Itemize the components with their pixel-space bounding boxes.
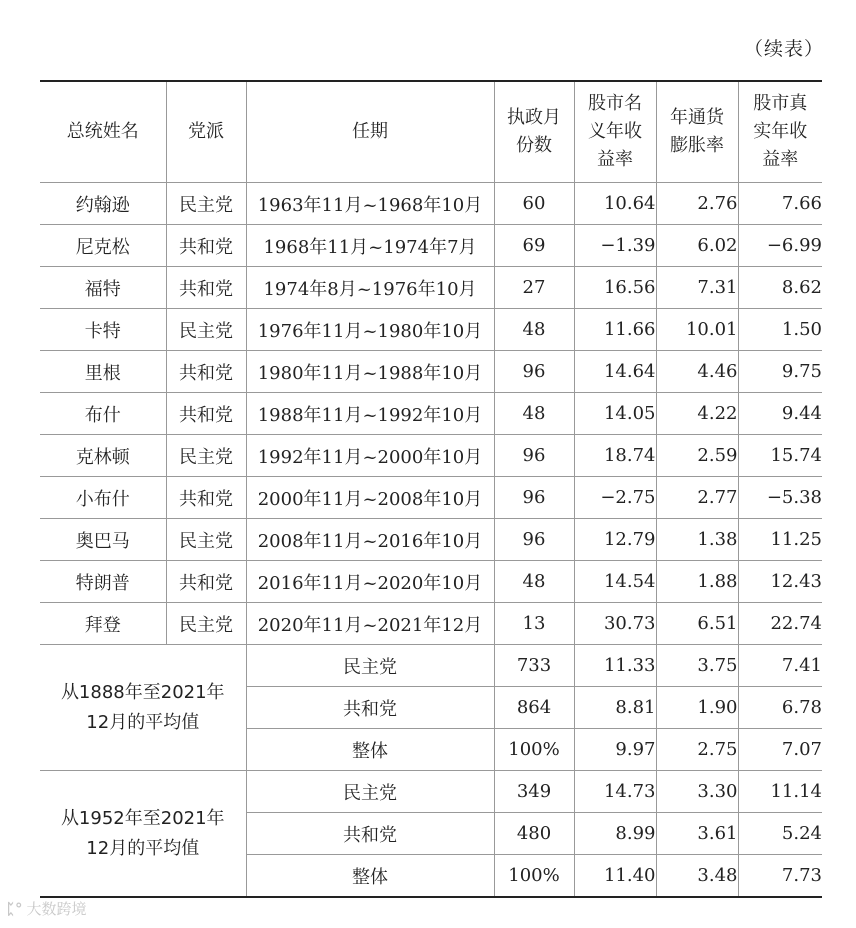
term: 1988年11月~1992年10月 — [246, 393, 494, 435]
party: 民主党 — [166, 603, 246, 645]
party: 共和党 — [166, 393, 246, 435]
president-name: 布什 — [40, 393, 166, 435]
nominal-return: 9.97 — [574, 729, 656, 771]
inflation: 1.90 — [656, 687, 738, 729]
continued-label: （续表） — [743, 38, 824, 60]
average-category: 共和党 — [246, 813, 494, 855]
table-row — [40, 561, 822, 603]
real-return: 5.24 — [738, 813, 822, 855]
months: 96 — [494, 435, 574, 477]
inflation: 3.48 — [656, 855, 738, 898]
header-nominal-return: 股市名义年收益率 — [574, 81, 656, 183]
party: 民主党 — [166, 183, 246, 225]
table-row — [40, 519, 822, 561]
president-name: 约翰逊 — [40, 183, 166, 225]
president-name: 克林顿 — [40, 435, 166, 477]
header-term: 任期 — [246, 81, 494, 183]
term: 1963年11月~1968年10月 — [246, 183, 494, 225]
nominal-return: 14.64 — [574, 351, 656, 393]
months: 100% — [494, 729, 574, 771]
table-row — [40, 183, 822, 225]
real-return: 11.14 — [738, 771, 822, 813]
nominal-return: 11.40 — [574, 855, 656, 898]
real-return: −5.38 — [738, 477, 822, 519]
header-row — [40, 81, 822, 183]
real-return: 6.78 — [738, 687, 822, 729]
term: 2000年11月~2008年10月 — [246, 477, 494, 519]
real-return: 7.66 — [738, 183, 822, 225]
nominal-return: 8.81 — [574, 687, 656, 729]
party: 共和党 — [166, 561, 246, 603]
real-return: 22.74 — [738, 603, 822, 645]
real-return: 8.62 — [738, 267, 822, 309]
header-inflation: 年通货膨胀率 — [656, 81, 738, 183]
party: 共和党 — [166, 267, 246, 309]
nominal-return: 30.73 — [574, 603, 656, 645]
header-months: 执政月份数 — [494, 81, 574, 183]
average-period-label — [40, 771, 246, 898]
months: 480 — [494, 813, 574, 855]
nominal-return: 16.56 — [574, 267, 656, 309]
term: 1992年11月~2000年10月 — [246, 435, 494, 477]
header-president-name: 总统姓名 — [40, 81, 166, 183]
months: 864 — [494, 687, 574, 729]
inflation: 3.30 — [656, 771, 738, 813]
real-return: 1.50 — [738, 309, 822, 351]
months: 349 — [494, 771, 574, 813]
president-name: 拜登 — [40, 603, 166, 645]
months: 27 — [494, 267, 574, 309]
table-row — [40, 267, 822, 309]
nominal-return: 11.33 — [574, 645, 656, 687]
president-name: 奥巴马 — [40, 519, 166, 561]
inflation: 3.61 — [656, 813, 738, 855]
president-name: 里根 — [40, 351, 166, 393]
inflation: 2.75 — [656, 729, 738, 771]
inflation: 2.76 — [656, 183, 738, 225]
average-period-line2: 12月的平均值 — [86, 711, 200, 733]
real-return: 9.75 — [738, 351, 822, 393]
months: 100% — [494, 855, 574, 898]
term: 2016年11月~2020年10月 — [246, 561, 494, 603]
president-name: 卡特 — [40, 309, 166, 351]
president-name: 小布什 — [40, 477, 166, 519]
nominal-return: 8.99 — [574, 813, 656, 855]
watermark-text: 大数跨境 — [26, 900, 87, 918]
average-row — [40, 645, 822, 687]
party: 民主党 — [166, 519, 246, 561]
months: 96 — [494, 351, 574, 393]
real-return: 7.41 — [738, 645, 822, 687]
real-return: 11.25 — [738, 519, 822, 561]
months: 13 — [494, 603, 574, 645]
inflation: 2.77 — [656, 477, 738, 519]
months: 733 — [494, 645, 574, 687]
real-return: 12.43 — [738, 561, 822, 603]
average-period-line1: 从1888年至2021年 — [60, 681, 225, 703]
months: 48 — [494, 309, 574, 351]
average-period-line1: 从1952年至2021年 — [60, 807, 225, 829]
months: 48 — [494, 561, 574, 603]
nominal-return: 11.66 — [574, 309, 656, 351]
real-return: 15.74 — [738, 435, 822, 477]
table-row — [40, 393, 822, 435]
average-row — [40, 771, 822, 813]
inflation: 2.59 — [656, 435, 738, 477]
table-row — [40, 309, 822, 351]
president-returns-table — [40, 80, 822, 898]
average-period-line2: 12月的平均值 — [86, 837, 200, 859]
real-return: 7.73 — [738, 855, 822, 898]
table-row — [40, 435, 822, 477]
inflation: 1.88 — [656, 561, 738, 603]
table-row — [40, 351, 822, 393]
party: 共和党 — [166, 351, 246, 393]
table-row — [40, 225, 822, 267]
average-category: 民主党 — [246, 645, 494, 687]
nominal-return: 14.54 — [574, 561, 656, 603]
nominal-return: −1.39 — [574, 225, 656, 267]
real-return: 7.07 — [738, 729, 822, 771]
watermark-logo-icon: ᛈ° — [6, 900, 23, 918]
inflation: 4.46 — [656, 351, 738, 393]
header-party: 党派 — [166, 81, 246, 183]
president-name: 福特 — [40, 267, 166, 309]
party: 民主党 — [166, 435, 246, 477]
real-return: 9.44 — [738, 393, 822, 435]
nominal-return: 14.05 — [574, 393, 656, 435]
header-real-return: 股市真实年收益率 — [738, 81, 822, 183]
term: 2008年11月~2016年10月 — [246, 519, 494, 561]
average-period-label — [40, 645, 246, 771]
months: 69 — [494, 225, 574, 267]
nominal-return: 12.79 — [574, 519, 656, 561]
party: 共和党 — [166, 477, 246, 519]
average-category: 民主党 — [246, 771, 494, 813]
table-row — [40, 603, 822, 645]
term: 1980年11月~1988年10月 — [246, 351, 494, 393]
months: 96 — [494, 519, 574, 561]
term: 1974年8月~1976年10月 — [246, 267, 494, 309]
term: 2020年11月~2021年12月 — [246, 603, 494, 645]
watermark — [6, 898, 87, 919]
real-return: −6.99 — [738, 225, 822, 267]
president-name: 尼克松 — [40, 225, 166, 267]
inflation: 10.01 — [656, 309, 738, 351]
average-category: 共和党 — [246, 687, 494, 729]
term: 1976年11月~1980年10月 — [246, 309, 494, 351]
party: 民主党 — [166, 309, 246, 351]
party: 共和党 — [166, 225, 246, 267]
nominal-return: 10.64 — [574, 183, 656, 225]
inflation: 6.51 — [656, 603, 738, 645]
inflation: 7.31 — [656, 267, 738, 309]
inflation: 6.02 — [656, 225, 738, 267]
nominal-return: 18.74 — [574, 435, 656, 477]
term: 1968年11月~1974年7月 — [246, 225, 494, 267]
inflation: 1.38 — [656, 519, 738, 561]
nominal-return: −2.75 — [574, 477, 656, 519]
inflation: 4.22 — [656, 393, 738, 435]
nominal-return: 14.73 — [574, 771, 656, 813]
president-name: 特朗普 — [40, 561, 166, 603]
average-category: 整体 — [246, 855, 494, 898]
months: 96 — [494, 477, 574, 519]
table-row — [40, 477, 822, 519]
months: 48 — [494, 393, 574, 435]
average-category: 整体 — [246, 729, 494, 771]
inflation: 3.75 — [656, 645, 738, 687]
months: 60 — [494, 183, 574, 225]
